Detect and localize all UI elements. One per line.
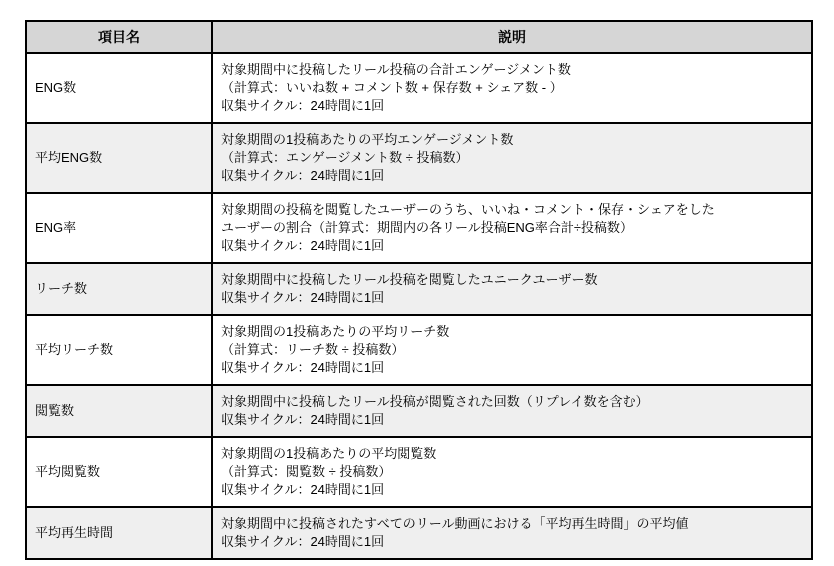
description-line: ユーザーの割合（計算式：期間内の各リール投稿ENG率合計÷投稿数） — [221, 220, 634, 235]
item-name-cell: リーチ数 — [26, 263, 212, 315]
description-line: （計算式：エンゲージメント数 ÷ 投稿数） — [221, 150, 469, 165]
description-line: 収集サイクル：24時間に1回 — [221, 168, 385, 183]
description-line: 収集サイクル：24時間に1回 — [221, 412, 385, 427]
description-line: （計算式：いいね数 + コメント数 + 保存数 + シェア数 - ） — [221, 80, 563, 95]
description-line: 対象期間の1投稿あたりの平均エンゲージメント数 — [221, 132, 514, 147]
item-name-cell: 平均閲覧数 — [26, 437, 212, 507]
item-name-cell: 平均再生時間 — [26, 507, 212, 559]
description-line: 収集サイクル：24時間に1回 — [221, 98, 385, 113]
table-row-eng-rate — [26, 193, 812, 263]
description-cell — [212, 385, 812, 437]
description-cell — [212, 53, 812, 123]
metrics-definition-table — [25, 20, 813, 560]
description-line: 対象期間の1投稿あたりの平均閲覧数 — [221, 446, 437, 461]
description-cell — [212, 263, 812, 315]
header-row — [26, 21, 812, 53]
item-name-cell: 閲覧数 — [26, 385, 212, 437]
item-name-cell: ENG数 — [26, 53, 212, 123]
table-row-avg-play-time — [26, 507, 812, 559]
table-row-reach-count — [26, 263, 812, 315]
description-line: 収集サイクル：24時間に1回 — [221, 290, 385, 305]
item-name-cell: 平均ENG数 — [26, 123, 212, 193]
description-line: 収集サイクル：24時間に1回 — [221, 534, 385, 549]
column-header-item-name: 項目名 — [26, 21, 212, 53]
table-row-avg-eng-count — [26, 123, 812, 193]
description-line: 対象期間中に投稿したリール投稿が閲覧された回数（リプレイ数を含む） — [221, 394, 649, 409]
description-line: 対象期間中に投稿したリール投稿を閲覧したユニークユーザー数 — [221, 272, 598, 287]
table-row-eng-count — [26, 53, 812, 123]
description-line: 収集サイクル：24時間に1回 — [221, 238, 385, 253]
table-row-avg-view-count — [26, 437, 812, 507]
description-cell — [212, 123, 812, 193]
description-cell — [212, 437, 812, 507]
description-line: （計算式：リーチ数 ÷ 投稿数） — [221, 342, 405, 357]
description-line: 対象期間の1投稿あたりの平均リーチ数 — [221, 324, 450, 339]
table-row-avg-reach-count — [26, 315, 812, 385]
description-line: （計算式：閲覧数 ÷ 投稿数） — [221, 464, 392, 479]
table-row-view-count — [26, 385, 812, 437]
description-line: 対象期間の投稿を閲覧したユーザーのうち、いいね・コメント・保存・シェアをした — [221, 202, 715, 217]
description-line: 対象期間中に投稿されたすべてのリール動画における「平均再生時間」の平均値 — [221, 516, 689, 531]
column-header-description: 説明 — [212, 21, 812, 53]
description-line: 収集サイクル：24時間に1回 — [221, 360, 385, 375]
description-line: 収集サイクル：24時間に1回 — [221, 482, 385, 497]
description-cell — [212, 193, 812, 263]
item-name-cell: ENG率 — [26, 193, 212, 263]
description-cell — [212, 507, 812, 559]
description-cell — [212, 315, 812, 385]
description-line: 対象期間中に投稿したリール投稿の合計エンゲージメント数 — [221, 62, 571, 77]
item-name-cell: 平均リーチ数 — [26, 315, 212, 385]
